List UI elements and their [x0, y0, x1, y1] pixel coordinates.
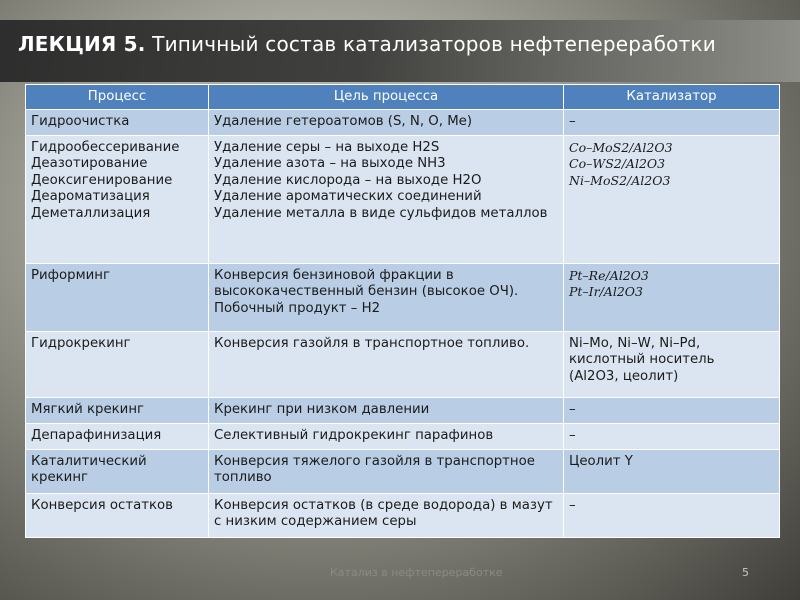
- goal-line: Удаление гетероатомов (S, N, O, Me): [214, 114, 473, 129]
- process-line: Гидрообессеривание: [31, 139, 180, 155]
- catalyst-cell: [564, 397, 780, 423]
- goal-line: Конверсия бензиновой фракции в высококачественный бензин (высокое ОЧ). Побочный продукт – H2: [214, 267, 519, 316]
- process-line: Риформинг: [31, 267, 110, 283]
- process-line: Мягкий крекинг: [31, 401, 145, 417]
- goal-line: Удаление кислорода – на выходе H2O: [214, 172, 482, 188]
- catalyst-line: Цеолит Y: [569, 453, 633, 469]
- catalyst-cell: [564, 423, 780, 449]
- process-line: Гидроочистка: [31, 114, 130, 129]
- process-cell: [26, 449, 209, 493]
- slide-footer: Катализ в нефтепереработке: [330, 566, 503, 579]
- process-line: Каталитический крекинг: [31, 453, 147, 485]
- catalyst-line: Ni–Mo, Ni–W, Ni–Pd,: [569, 335, 701, 351]
- table-row: [26, 331, 780, 397]
- slide-title: [18, 31, 778, 57]
- catalyst-line: Pt–Re/Al2O3: [569, 267, 649, 283]
- goal-line: Селективный гидрокрекинг парафинов: [214, 427, 494, 443]
- goal-cell: [209, 423, 564, 449]
- slide-title-text: Типичный состав катализаторов нефтепереработки: [145, 32, 716, 56]
- catalyst-line: –: [569, 427, 576, 443]
- goal-line: Удаление металла в виде сульфидов металлов: [214, 205, 548, 221]
- catalyst-line: Pt–Ir/Al2O3: [569, 284, 643, 299]
- goal-cell: [209, 397, 564, 423]
- process-line: Депарафинизация: [31, 427, 162, 443]
- table-row: [26, 397, 780, 423]
- catalyst-line: –: [569, 114, 576, 129]
- goal-cell: [209, 449, 564, 493]
- process-line: Деметаллизация: [31, 205, 151, 221]
- goal-line: Удаление азота – на выходе NH3: [214, 156, 446, 171]
- catalyst-cell: [564, 110, 780, 136]
- process-cell: [26, 135, 209, 263]
- catalyst-cell: [564, 135, 780, 263]
- goal-cell: [209, 263, 564, 331]
- catalyst-line: Co–WS2/Al2O3: [569, 156, 666, 171]
- process-cell: [26, 423, 209, 449]
- goal-line: Удаление ароматических соединений: [214, 189, 482, 204]
- table-row: [26, 449, 780, 493]
- process-cell: [26, 493, 209, 537]
- process-cell: [26, 331, 209, 397]
- page-number: 5: [742, 566, 749, 579]
- goal-line: Конверсия тяжелого газойля в транспортное топливо: [214, 453, 535, 485]
- catalyst-cell: [564, 493, 780, 537]
- goal-line: Конверсия остатков (в среде водорода) в мазут с низким содержанием серы: [214, 497, 553, 529]
- table-row: [26, 493, 780, 537]
- process-cell: [26, 397, 209, 423]
- goal-line: Крекинг при низком давлении: [214, 401, 430, 417]
- goal-line: Удаление серы – на выходе H2S: [214, 139, 440, 155]
- catalyst-line: (Al2O3, цеолит): [569, 368, 679, 384]
- table-header-row: [26, 85, 780, 110]
- catalyst-line: Co–MoS2/Al2O3: [569, 139, 673, 155]
- catalyst-line: –: [569, 401, 576, 417]
- catalyst-cell: [564, 449, 780, 493]
- goal-cell: [209, 135, 564, 263]
- header-process: Процесс: [26, 85, 209, 110]
- catalyst-line: Ni–MoS2/Al2O3: [569, 172, 671, 188]
- process-line: Деазотирование: [31, 156, 148, 171]
- goal-line: Конверсия газойля в транспортное топливо.: [214, 335, 530, 351]
- goal-cell: [209, 331, 564, 397]
- catalyst-cell: [564, 263, 780, 331]
- catalyst-line: –: [569, 497, 576, 513]
- catalyst-line: кислотный носитель: [569, 352, 715, 367]
- catalyst-cell: [564, 331, 780, 397]
- header-goal: Цель процесса: [209, 85, 564, 110]
- table-row: [26, 110, 780, 136]
- process-line: Гидрокрекинг: [31, 335, 131, 351]
- process-cell: [26, 263, 209, 331]
- process-line: Деоксигенирование: [31, 172, 173, 188]
- process-catalyst-table: [25, 84, 780, 538]
- table-row: [26, 135, 780, 263]
- table-row: [26, 423, 780, 449]
- goal-cell: [209, 110, 564, 136]
- table-row: [26, 263, 780, 331]
- process-line: Деароматизация: [31, 189, 150, 204]
- process-line: Конверсия остатков: [31, 497, 173, 513]
- goal-cell: [209, 493, 564, 537]
- header-catalyst: Катализатор: [564, 85, 780, 110]
- process-cell: [26, 110, 209, 136]
- lecture-label: ЛЕКЦИЯ 5.: [18, 32, 146, 56]
